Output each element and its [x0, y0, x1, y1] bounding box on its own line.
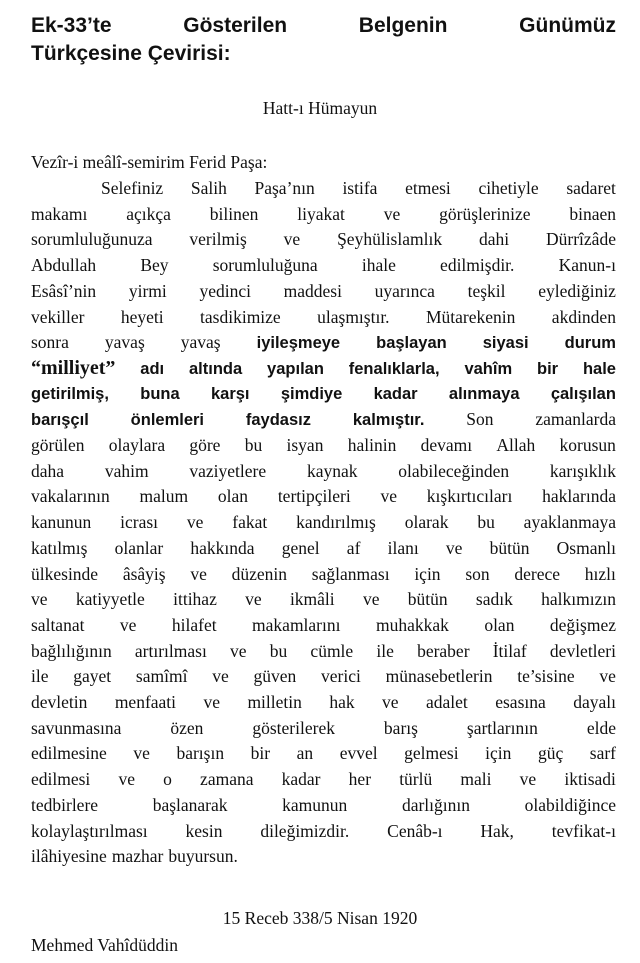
emphasized-word: kadar: [373, 384, 418, 403]
word: iktisadi: [564, 769, 616, 790]
word: ve: [382, 692, 399, 712]
body-line: [31, 382, 616, 406]
word: olabileceğinden: [398, 460, 510, 481]
word: sorumluluğuna: [212, 255, 318, 276]
word: ve: [383, 203, 401, 224]
word: darlığının: [401, 794, 470, 815]
word: olarak: [404, 512, 449, 533]
heading-word: Günümüz: [519, 14, 616, 37]
word: bu: [244, 435, 263, 455]
word: daha: [31, 460, 65, 481]
word: değişmez: [549, 614, 616, 635]
word: devamı: [420, 435, 473, 455]
body-line: [31, 844, 616, 868]
word: mali: [460, 769, 492, 790]
word: esasına: [495, 692, 546, 712]
word: zamanlarda: [535, 409, 616, 430]
word: bağlılığının: [31, 640, 112, 661]
word: ilâhiyesine: [31, 846, 107, 867]
word: derece: [514, 563, 561, 584]
body-line: [31, 510, 616, 534]
emphasized-word: getirilmiş,: [31, 384, 109, 403]
body-line: [31, 741, 616, 765]
body-line: [31, 330, 616, 355]
word: bu: [269, 640, 288, 661]
signature: Mehmed Vahîdüddin: [31, 935, 178, 955]
word: ve: [445, 537, 463, 558]
body-line: [101, 176, 616, 200]
body-line: [31, 433, 616, 457]
word: ittihaz: [173, 589, 217, 610]
word: ikmâli: [289, 589, 335, 610]
word: Selefiniz: [101, 178, 164, 198]
body-line: [31, 664, 616, 688]
word: dileğimizdir.: [260, 820, 350, 841]
word: tedbirlere: [31, 794, 99, 815]
word: için: [485, 743, 512, 764]
word: cihetiyle: [478, 178, 539, 198]
word: bütün: [407, 589, 448, 610]
word: ve: [230, 640, 247, 661]
word: olan: [217, 486, 249, 507]
word: elde: [586, 717, 616, 738]
word: sadık: [475, 589, 513, 610]
word: muhakkak: [375, 614, 449, 635]
emphasized-word: önlemleri: [130, 411, 205, 430]
word: Esâsî’nin: [31, 280, 97, 301]
word: görülen: [31, 435, 85, 455]
word: yavaş: [104, 332, 145, 353]
emphasized-word: altında: [189, 359, 243, 378]
body-line: [31, 639, 616, 663]
heading-word: Ek-33’te: [31, 14, 112, 37]
word: saltanat: [31, 614, 85, 635]
word: uyarınca: [374, 280, 435, 301]
body-line: [31, 459, 616, 483]
heading-word: Belgenin: [358, 14, 448, 37]
word: Paşa’nın: [254, 178, 315, 198]
word: açıkça: [126, 203, 171, 224]
word: dayalı: [573, 692, 616, 712]
word: sadaret: [566, 178, 616, 198]
word: etmesi: [405, 178, 451, 198]
word: teşkil: [467, 280, 506, 301]
word: vahim: [104, 460, 149, 481]
word: başlanarak: [152, 794, 228, 815]
body-line: [31, 484, 616, 508]
word: Şeyhülislamlık: [337, 229, 443, 250]
word: cümle: [310, 640, 354, 661]
word: güç: [537, 743, 564, 764]
word: ve: [599, 666, 616, 687]
word: Allah: [496, 435, 536, 455]
body-line: [31, 407, 616, 432]
word: o: [163, 769, 172, 790]
emphasized-word: kalmıştır.: [352, 411, 425, 430]
word: icrası: [120, 512, 159, 533]
word: ile: [376, 640, 394, 661]
emphasized-word: faydasız: [245, 411, 311, 430]
word: bilinen: [209, 203, 259, 224]
word: kadar: [281, 769, 321, 790]
word: korusun: [559, 435, 616, 455]
word: Osmanlı: [556, 537, 616, 558]
word: ve: [118, 769, 135, 790]
word: edilmesine: [31, 743, 107, 764]
word: ve: [519, 769, 537, 790]
word: gelmesi: [404, 743, 459, 764]
word: Abdullah: [31, 255, 97, 276]
word: için: [414, 563, 441, 584]
body-line: [31, 562, 616, 586]
word: ve: [380, 486, 398, 507]
word: Bey: [140, 255, 169, 276]
emphasized-word: fenalıklarla,: [348, 359, 440, 378]
word: beraber: [417, 640, 470, 661]
word: akdinden: [551, 306, 616, 327]
word: kandırılmış: [296, 512, 376, 533]
document-heading-line2: Türkçesine Çevirisi:: [31, 42, 231, 65]
word: karışıklık: [549, 460, 616, 481]
word: vakalarının: [31, 486, 110, 507]
word: Salih: [190, 178, 227, 198]
body-line: [31, 613, 616, 637]
body-line: [31, 356, 616, 381]
word: haklarında: [542, 486, 616, 507]
word: ve: [283, 229, 301, 250]
body-line: [31, 202, 616, 226]
word: vekiller: [31, 306, 85, 327]
word: halinin: [347, 435, 397, 455]
word: milletin: [247, 692, 302, 712]
word: gösterilerek: [252, 717, 335, 738]
word: istifa: [342, 178, 378, 198]
word: son: [465, 563, 490, 584]
word: ilanı: [387, 537, 419, 558]
word: hilafet: [171, 614, 217, 635]
word: ulaşmıştır.: [317, 306, 390, 327]
emphasized-word: siyasi: [482, 334, 529, 353]
word: ve: [186, 512, 204, 533]
word: ve: [245, 589, 262, 610]
word: katılmış: [31, 537, 88, 558]
word: görüşlerinize: [439, 203, 531, 224]
word: zamana: [200, 769, 254, 790]
body-line: [31, 716, 616, 740]
word: sonra: [31, 332, 69, 353]
emphasized-word: alınmaya: [448, 384, 520, 403]
word: olan: [484, 614, 515, 635]
word: Dürrîzâde: [546, 229, 616, 250]
word: güven: [253, 666, 297, 687]
word: katiyyetle: [75, 589, 145, 610]
word: samîmî: [135, 666, 188, 687]
word: olaylara: [108, 435, 166, 455]
word: menfaati: [114, 692, 177, 712]
word: ile: [31, 666, 49, 687]
body-line: [31, 279, 616, 303]
body-line: [31, 536, 616, 560]
word: ve: [362, 589, 380, 610]
word: fakat: [232, 512, 268, 533]
word: yirmi: [128, 280, 167, 301]
word: devletin: [31, 692, 88, 712]
emphasized-word: hale: [582, 359, 616, 378]
word: vaziyetlere: [189, 460, 267, 481]
word: eylediğiniz: [538, 280, 616, 301]
emphasized-word: “milliyet”: [31, 356, 116, 379]
word: makamı: [31, 203, 88, 224]
word: tasdikimize: [200, 306, 281, 327]
emphasized-word: şimdiye: [280, 384, 343, 403]
emphasized-word: iyileşmeye: [256, 334, 341, 353]
word: olanlar: [114, 537, 164, 558]
word: türlü: [399, 769, 433, 790]
word: sarf: [589, 743, 616, 764]
word: ve: [212, 666, 229, 687]
word: kışkırtıcıları: [426, 486, 513, 507]
word: te’sisine: [517, 666, 575, 687]
emphasized-word: karşı: [210, 384, 250, 403]
word: hızlı: [584, 563, 616, 584]
word: yavaş: [180, 332, 221, 353]
word: bütün: [489, 537, 530, 558]
emphasized-word: yapılan: [267, 359, 324, 378]
body-line: [31, 793, 616, 817]
word: verilmiş: [189, 229, 247, 250]
word: her: [348, 769, 372, 790]
emphasized-word: bir: [536, 359, 559, 378]
word: halkımızın: [541, 589, 616, 610]
word: Hak,: [480, 820, 514, 841]
body-line: [31, 587, 616, 611]
word: ve: [203, 692, 220, 712]
word: kolaylaştırılması: [31, 820, 148, 841]
word: binaen: [569, 203, 616, 224]
word: makamlarını: [252, 614, 341, 635]
word: devletleri: [549, 640, 616, 661]
word: buyursun.: [168, 846, 238, 867]
document-heading-line1: [31, 12, 616, 40]
word: tertipçileri: [277, 486, 351, 507]
word: âsâyiş: [122, 563, 166, 584]
word: şartlarının: [466, 717, 538, 738]
word: ve: [133, 743, 150, 764]
word: edilmişdir.: [440, 255, 515, 276]
word: tevfikat-ı: [551, 820, 616, 841]
body-line: [31, 690, 616, 714]
word: barışın: [176, 743, 225, 764]
word: sorumluluğunuza: [31, 229, 153, 250]
word: adalet: [426, 692, 468, 712]
word: kaynak: [306, 460, 358, 481]
word: genel: [281, 537, 320, 558]
word: dahi: [478, 229, 510, 250]
emphasized-word: vahîm: [464, 359, 513, 378]
emphasized-word: çalışılan: [550, 384, 616, 403]
word: Mütarekenin: [425, 306, 516, 327]
document-title: Hatt-ı Hümayun: [262, 98, 378, 118]
word: bu: [477, 512, 495, 533]
salutation: Vezîr-i meâlî-semirim Ferid Paşa:: [31, 152, 268, 172]
word: Cenâb-ı: [387, 820, 443, 841]
word: kesin: [185, 820, 223, 841]
emphasized-word: barışçıl: [31, 411, 89, 430]
word: gayet: [73, 666, 112, 687]
word: savunmasına: [31, 717, 122, 738]
word: Son: [466, 409, 494, 430]
word: isyan: [286, 435, 324, 455]
emphasized-word: durum: [564, 334, 616, 353]
word: maddesi: [283, 280, 342, 301]
word: olabildiğince: [524, 794, 616, 815]
word: hakkında: [190, 537, 255, 558]
word: liyakat: [297, 203, 345, 224]
heading-word: Gösterilen: [183, 14, 288, 37]
word: göre: [189, 435, 221, 455]
word: evvel: [339, 743, 378, 764]
word: kanunun: [31, 512, 92, 533]
word: mazhar: [111, 846, 164, 867]
word: malum: [139, 486, 189, 507]
word: yedinci: [199, 280, 251, 301]
word: verici: [321, 666, 361, 687]
word: sağlanması: [311, 563, 390, 584]
word: ayaklanmaya: [523, 512, 616, 533]
word: an: [296, 743, 314, 764]
word: hak: [329, 692, 355, 712]
word: düzenin: [231, 563, 288, 584]
body-line: [31, 305, 616, 329]
word: barış: [383, 717, 418, 738]
word: bir: [250, 743, 271, 764]
word: İtilaf: [492, 640, 527, 661]
emphasized-word: buna: [140, 384, 180, 403]
word: ve: [119, 614, 137, 635]
word: Kanun-ı: [558, 255, 616, 276]
word: münasebetlerin: [385, 666, 493, 687]
word: ihale: [361, 255, 396, 276]
body-line: [31, 227, 616, 251]
body-line: [31, 253, 616, 277]
word: özen: [170, 717, 204, 738]
body-line: [31, 819, 616, 843]
word: ve: [190, 563, 207, 584]
emphasized-word: adı: [140, 359, 165, 378]
word: edilmesi: [31, 769, 91, 790]
word: ülkesinde: [31, 563, 99, 584]
word: kamunun: [282, 794, 348, 815]
word: ve: [31, 589, 48, 610]
emphasized-word: başlayan: [376, 334, 447, 353]
word: af: [346, 537, 361, 558]
document-date: 15 Receb 338/5 Nisan 1920: [222, 908, 418, 928]
word: artırılması: [134, 640, 207, 661]
body-line: [31, 767, 616, 791]
word: heyeti: [120, 306, 164, 327]
